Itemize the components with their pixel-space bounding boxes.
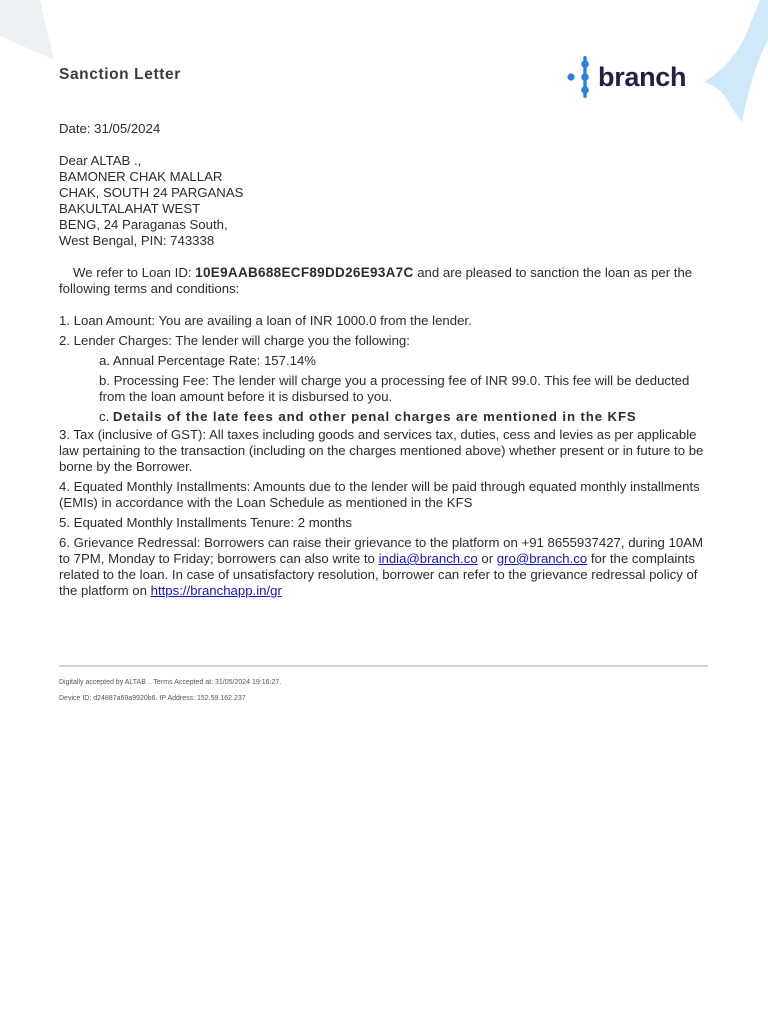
brand-logo — [566, 55, 686, 99]
letter-date: Date: 31/05/2024 — [59, 121, 161, 136]
term-late-fees — [59, 409, 709, 425]
grievance-text-1: 6. Grievance Redressal: Borrowers can raise their grievance to the platform on +91 8655937427, during 10AM to 7PM, Monday to Friday; borrowers can also write to — [59, 535, 703, 566]
corner-decoration-right — [704, 0, 768, 125]
term-emi: 4. Equated Monthly Installments: Amounts due to the lender will be paid through equated monthly installments (EMIs) in accordance with the Loan Schedule as mentioned in the KFS — [59, 479, 700, 510]
term-loan-amount: 1. Loan Amount: You are availing a loan of INR 1000.0 from the lender. — [59, 313, 472, 328]
email-link-india[interactable]: india@branch.co — [378, 551, 478, 566]
term-late-fees-text: Details of the late fees and other penal charges are mentioned in the KFS — [112, 409, 637, 424]
footer-divider — [59, 665, 708, 667]
address-line: BAKULTALAHAT WEST — [59, 201, 201, 216]
address-line: BAMONER CHAK MALLAR — [59, 169, 223, 184]
recipient-address — [59, 153, 709, 249]
term-emi-tenure: 5. Equated Monthly Installments Tenure: 2 months — [59, 515, 352, 530]
acceptance-note: Digitally accepted by ALTAB .. Terms Accepted at: 31/05/2024 19:16:27. — [59, 679, 282, 686]
address-line: Dear ALTAB ., — [59, 153, 142, 168]
intro-paragraph — [59, 265, 709, 297]
address-line: West Bengal, PIN: 743338 — [59, 233, 215, 248]
letter-body — [59, 121, 709, 603]
page-title: Sanction Letter — [59, 66, 181, 83]
brand-logo-text: branch — [598, 61, 687, 92]
address-line: CHAK, SOUTH 24 PARGANAS — [59, 185, 244, 200]
term-apr: a. Annual Percentage Rate: 157.14% — [99, 353, 317, 368]
term-late-fees-prefix: c. — [99, 409, 113, 424]
branch-dots-icon — [566, 55, 592, 99]
intro-suffix: and are pleased to sanction the loan as per the following terms and conditions: — [59, 265, 693, 296]
grievance-text-2: for the complaints related to the loan. In case of unsatisfactory resolution, borrower can refer to the grievance redressal policy of the platform on — [59, 551, 698, 598]
term-grievance — [59, 535, 709, 599]
corner-decoration-left — [0, 0, 60, 64]
loan-id: 10E9AAB688ECF89DD26E93A7C — [195, 265, 414, 280]
grievance-policy-link[interactable]: https://branchapp.in/gr — [150, 583, 282, 598]
grievance-or: or — [477, 551, 497, 566]
term-tax: 3. Tax (inclusive of GST): All taxes including goods and services tax, duties, cess and levies as per applicable law pertaining to the transaction (including on the charges mentioned above) whether present or in future to be borne by the Borrower. — [59, 427, 704, 474]
email-link-gro[interactable]: gro@branch.co — [496, 551, 588, 566]
term-lender-charges: 2. Lender Charges: The lender will charge you the following: — [59, 333, 410, 348]
intro-prefix: We refer to Loan ID: — [73, 265, 196, 280]
term-processing-fee: b. Processing Fee: The lender will charge you a processing fee of INR 99.0. This fee will be deducted from the loan amount before it is disbursed to you. — [99, 373, 690, 404]
device-info: Device ID: d24887a69a9920b6. IP Address: 152.59.162.237 — [59, 695, 246, 702]
address-line: BENG, 24 Paraganas South, — [59, 217, 228, 232]
